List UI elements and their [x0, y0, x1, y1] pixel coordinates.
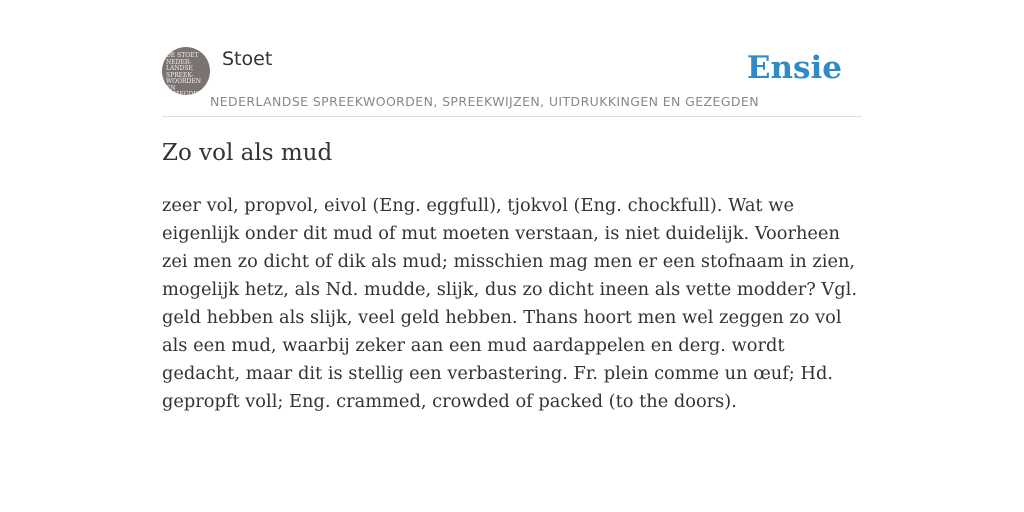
- entry-text: zeer vol, propvol, eivol (Eng. eggfull), tjokvol (Eng. chockfull). Wat we eigenlijk onder dit mud of mut moeten verstaan, is niet duidelijk. Voorheen zei men zo dicht of dik als mud; misschien mag men er een stofnaam in zien, mogelijk hetz, als Nd. mudde, slijk, dus zo dicht ineen als vette modder? Vgl. geld hebben als slijk, veel geld hebben. Thans hoort men wel zeggen zo vol als een mud, waarbij zeker aan een mud aardappelen en derg. wordt gedacht, maar dit is stellig een verbastering. Fr. plein comme un œuf; Hd. gepropft voll; Eng. crammed, crowded of packed (to the doors).: [162, 195, 857, 412]
- entry-title: Zo vol als mud: [162, 140, 333, 166]
- brand-logo[interactable]: Ensie: [746, 50, 842, 86]
- avatar[interactable]: [162, 47, 210, 95]
- source-subtitle[interactable]: NEDERLANDSE SPREEKWOORDEN, SPREEKWIJZEN, UITDRUKKINGEN EN GEZEGDEN: [210, 94, 759, 109]
- avatar-logo-text: DE STOET NEDER- LANDSE SPREEK- WOORDEN EN GEZEGDEN: [166, 52, 203, 95]
- author-name[interactable]: Stoet: [222, 48, 273, 70]
- header: [162, 44, 862, 117]
